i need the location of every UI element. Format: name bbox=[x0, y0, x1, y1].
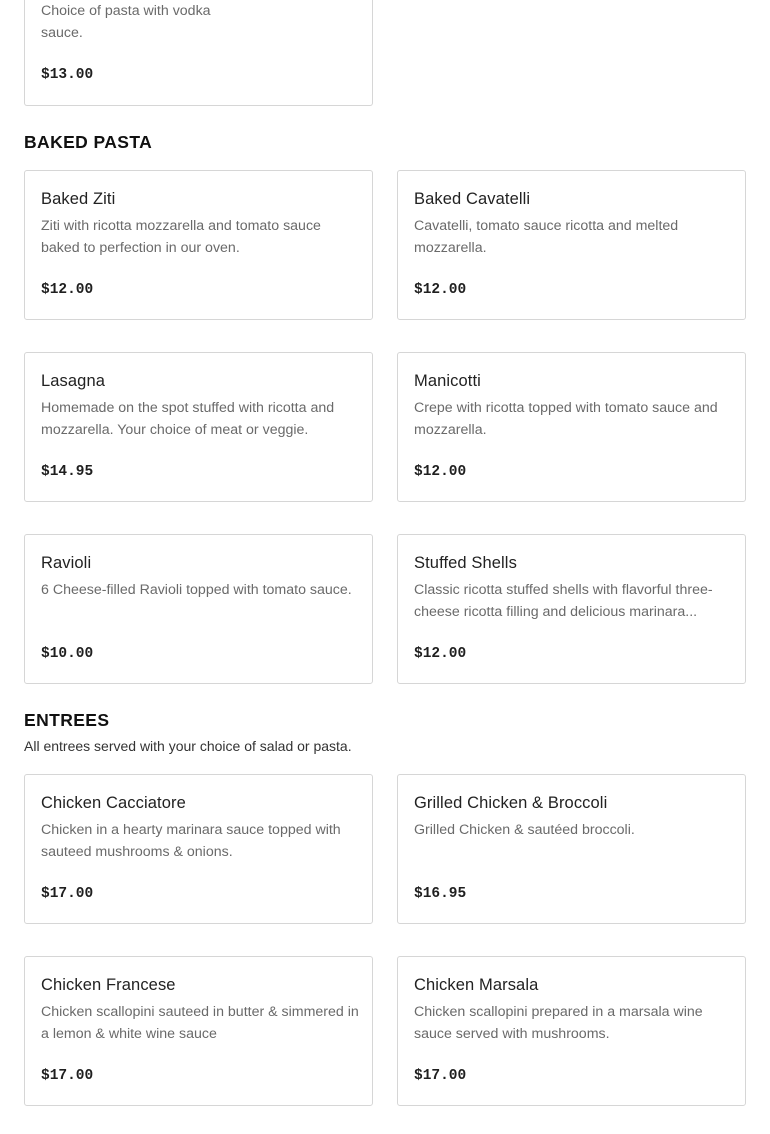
menu-item-price: $12.00 bbox=[414, 282, 467, 298]
menu-item-card-stuffed-shells[interactable] bbox=[397, 534, 746, 684]
menu-item-name: Ravioli bbox=[41, 554, 92, 572]
menu-item-description: Chicken scallopini prepared in a marsala wine sauce served with mushrooms. bbox=[414, 1004, 703, 1042]
menu-item-name: Manicotti bbox=[414, 372, 481, 390]
menu-item-description: Classic ricotta stuffed shells with flavorful three-cheese ricotta filling and delicious marinara... bbox=[414, 582, 713, 620]
menu-item-price: $13.00 bbox=[41, 67, 94, 83]
menu-item-card-ravioli[interactable] bbox=[24, 534, 373, 684]
menu-item-name: Baked Cavatelli bbox=[414, 190, 531, 208]
menu-item-description: Chicken scallopini sauteed in butter & simmered in a lemon & white wine sauce bbox=[41, 1004, 359, 1042]
menu-item-description: Choice of pasta with vodka sauce. bbox=[41, 3, 211, 41]
menu-item-card-lasagna[interactable] bbox=[24, 352, 373, 502]
menu-item-price: $17.00 bbox=[414, 1068, 467, 1084]
menu-item-card-grilled-chicken-broccoli[interactable] bbox=[397, 774, 746, 924]
menu-item-name: Lasagna bbox=[41, 372, 106, 390]
menu-item-price: $10.00 bbox=[41, 646, 94, 662]
menu-item-card-baked-cavatelli[interactable] bbox=[397, 170, 746, 320]
menu-item-description: Chicken in a hearty marinara sauce topped with sauteed mushrooms & onions. bbox=[41, 822, 341, 860]
menu-item-description: Cavatelli, tomato sauce ricotta and melted mozzarella. bbox=[414, 218, 679, 256]
menu-item-name: Baked Ziti bbox=[41, 190, 116, 208]
menu-item-description: Ziti with ricotta mozzarella and tomato sauce baked to perfection in our oven. bbox=[41, 218, 321, 256]
menu-item-card[interactable] bbox=[24, 0, 373, 106]
menu-item-card-chicken-cacciatore[interactable] bbox=[24, 774, 373, 924]
menu-item-name: Stuffed Shells bbox=[414, 554, 517, 572]
menu-item-price: $12.00 bbox=[41, 282, 94, 298]
menu-item-price: $12.00 bbox=[414, 464, 467, 480]
section-title-baked-pasta: BAKED PASTA bbox=[24, 132, 153, 152]
menu-item-price: $17.00 bbox=[41, 1068, 94, 1084]
menu-item-name: Chicken Marsala bbox=[414, 976, 539, 994]
menu-item-description: Grilled Chicken & sautéed broccoli. bbox=[414, 822, 635, 838]
menu-item-card-manicotti[interactable] bbox=[397, 352, 746, 502]
section-title-entrees: ENTREES bbox=[24, 710, 110, 730]
menu-item-price: $17.00 bbox=[41, 886, 94, 902]
menu-item-description: Homemade on the spot stuffed with ricotta and mozzarella. Your choice of meat or veggie. bbox=[41, 400, 335, 438]
menu-item-card-chicken-francese[interactable] bbox=[24, 956, 373, 1106]
section-note: All entrees served with your choice of salad or pasta. bbox=[24, 738, 352, 754]
menu-item-price: $12.00 bbox=[414, 646, 467, 662]
menu-item-price: $16.95 bbox=[414, 886, 467, 902]
menu-item-card-chicken-marsala[interactable] bbox=[397, 956, 746, 1106]
menu-item-card-baked-ziti[interactable] bbox=[24, 170, 373, 320]
menu-item-name: Grilled Chicken & Broccoli bbox=[414, 794, 608, 812]
menu-item-name: Chicken Francese bbox=[41, 976, 176, 994]
menu-item-price: $14.95 bbox=[41, 464, 94, 480]
menu-item-name: Chicken Cacciatore bbox=[41, 794, 186, 812]
menu-item-description: 6 Cheese-filled Ravioli topped with tomato sauce. bbox=[41, 582, 352, 598]
menu-item-description: Crepe with ricotta topped with tomato sauce and mozzarella. bbox=[414, 400, 718, 438]
